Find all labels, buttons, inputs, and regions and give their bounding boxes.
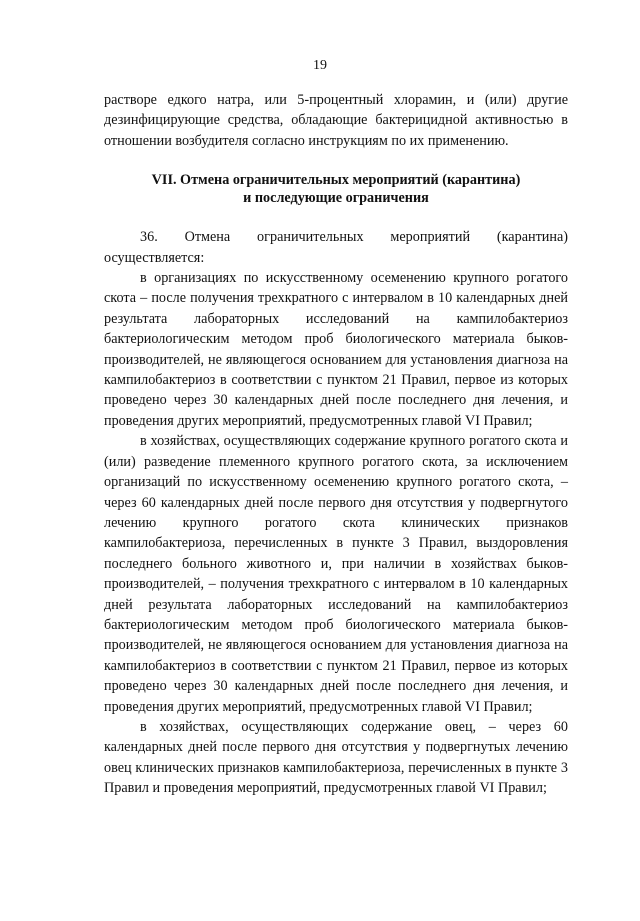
page-number: 19 bbox=[313, 58, 327, 73]
paragraph-cattle-farms: в хозяйствах, осуществляющих содержание крупного рогатого скота и (или) разведение племенного крупного рогатого скота, за исключением организаций по искусственному осеменению крупного рогатого скота, – через 60 календарных дней после первого дня отсутствия у подвергнутого лечению крупного рогатого скота клинических признаков кампилобактериоза, перечисленных в пункте 3 Правил, выздоровления последнего больного животного и, при наличии в хозяйствах быков-производителей, – получения трехкратного с интервалом в 10 календарных дней результата лабораторных исследований на кампилобактериоз бактериологическим методом проб биологического материала быков-производителей, не являющегося основанием для установления диагноза на кампилобактериоз в соответствии с пунктом 21 Правил, первое из которых проведено через 30 календарных дней после последнего дня лечения, и проведения других мероприятий, предусмотренных главой VI Правил; bbox=[104, 433, 568, 715]
section-heading bbox=[104, 171, 568, 207]
section-heading-line-2: и последующие ограничения bbox=[243, 190, 429, 207]
paragraph-ai-organizations: в организациях по искусственному осеменению крупного рогатого скота – после получения трехкратного с интервалом в 10 календарных дней результата лабораторных исследований на кампилобактериоз бактериологическим методом проб биологического материала быков-производителей, не являющегося основанием для установления диагноза на кампилобактериоз в соответствии с пунктом 21 Правил, первое из которых проведено через 30 календарных дней после последнего дня лечения, и проведения других мероприятий, предусмотренных главой VI Правил; bbox=[104, 270, 568, 429]
document-body bbox=[104, 90, 568, 799]
intro-paragraph: растворе едкого натра, или 5-процентный хлорамин, и (или) другие дезинфицирующие средства, обладающие бактерицидной активностью в отношении возбудителя согласно инструкциям по их применению. bbox=[104, 92, 568, 149]
section-heading-line-1: VII. Отмена ограничительных мероприятий (карантина) bbox=[151, 172, 521, 189]
paragraph-sheep-farms: в хозяйствах, осуществляющих содержание овец, – через 60 календарных дней после первого дня отсутствия у подвергнутых лечению овец клинических признаков кампилобактериоза, перечисленных в пункте 3 Правил и проведения мероприятий, предусмотренных главой VI Правил; bbox=[104, 718, 568, 797]
paragraph-36: 36. Отмена ограничительных мероприятий (карантина) осуществляется: bbox=[104, 229, 568, 266]
